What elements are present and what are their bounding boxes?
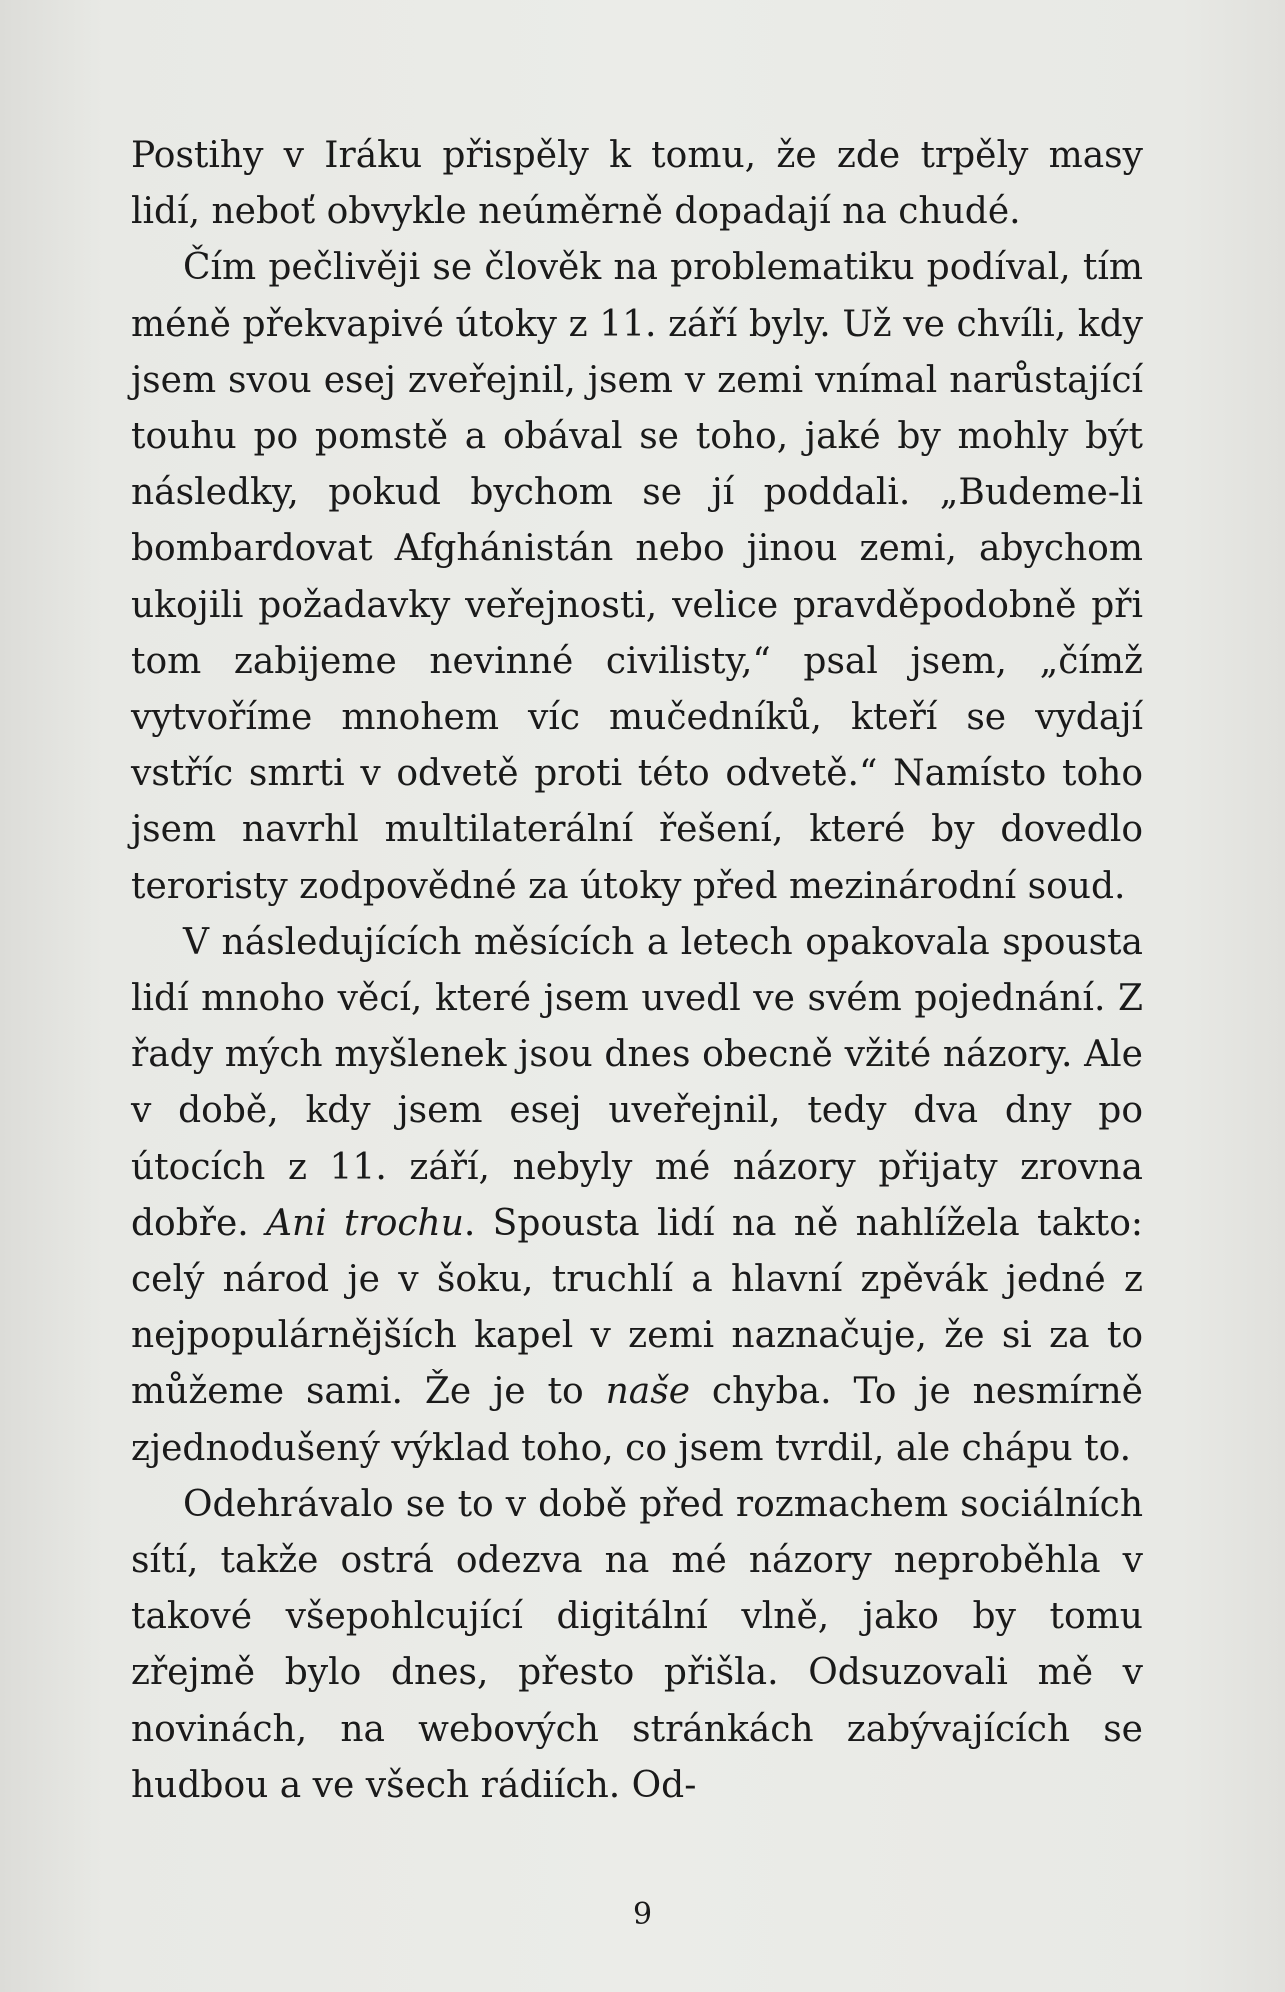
paragraph-3-part-2: . Spousta lidí na ně nahlížela takto: celý národ je v šoku, truchlí a hlavní zpěvák jedné z nejpopulárnějších kapel v zemi naznačuje, že si za to můžeme sami. Že je to — [131, 1202, 1143, 1413]
paragraph-2: Čím pečlivěji se člověk na problematiku podíval, tím méně překvapivé útoky z 11. září byly. Už ve chvíli, kdy jsem svou esej zveřejnil, jsem v zemi vnímal narůstající touhu po pomstě a obával se toho, jaké by mohly být následky, pokud bychom se jí poddali. „Budeme-li bombardovat Afghánistán nebo jinou zemi, abychom ukojili požadavky veřejnosti, velice pravděpodobně při tom zabijeme nevinné civilisty,“ psal jsem, „čímž vytvoříme mnohem víc mučedníků, kteří se vydají vstříc smrti v odvetě proti této odvetě.“ Namísto toho jsem navrhl multilaterální řešení, které by dovedlo teroristy zodpovědné za útoky před mezinárodní soud. — [131, 247, 1143, 907]
italic-nase: naše — [605, 1371, 691, 1413]
paragraph-1: Postihy v Iráku přispěly k tomu, že zde trpěly masy lidí, neboť obvykle neúměrně dopadají na chudé. — [131, 135, 1143, 233]
body-text — [131, 128, 1143, 1814]
paragraph-3 — [131, 915, 1143, 1477]
page-number: 9 — [632, 1897, 653, 1932]
paragraph-3-part-3: chyba. To je nesmírně zjednodušený výklad toho, co jsem tvrdil, ale chápu to. — [131, 1371, 1143, 1469]
italic-ani-trochu: Ani trochu — [266, 1202, 464, 1244]
paragraph-4: Odehrávalo se to v době před rozmachem sociálních sítí, takže ostrá odezva na mé názory neproběhla v takové všepohlcující digitální vlně, jako by tomu zřejmě bylo dnes, přesto přišla. Odsuzovali mě v novinách, na webových stránkách zabývajících se hudbou a ve všech rádiích. Od- — [131, 1483, 1143, 1806]
paragraph-3-part-1: V následujících měsících a letech opakovala spousta lidí mnoho věcí, které jsem uvedl ve svém pojednání. Z řady mých myšlenek jsou dnes obecně vžité názory. Ale v době, kdy jsem esej uveřejnil, tedy dva dny po útocích z 11. září, nebyly mé názory přijaty zrovna dobře. — [131, 921, 1143, 1244]
